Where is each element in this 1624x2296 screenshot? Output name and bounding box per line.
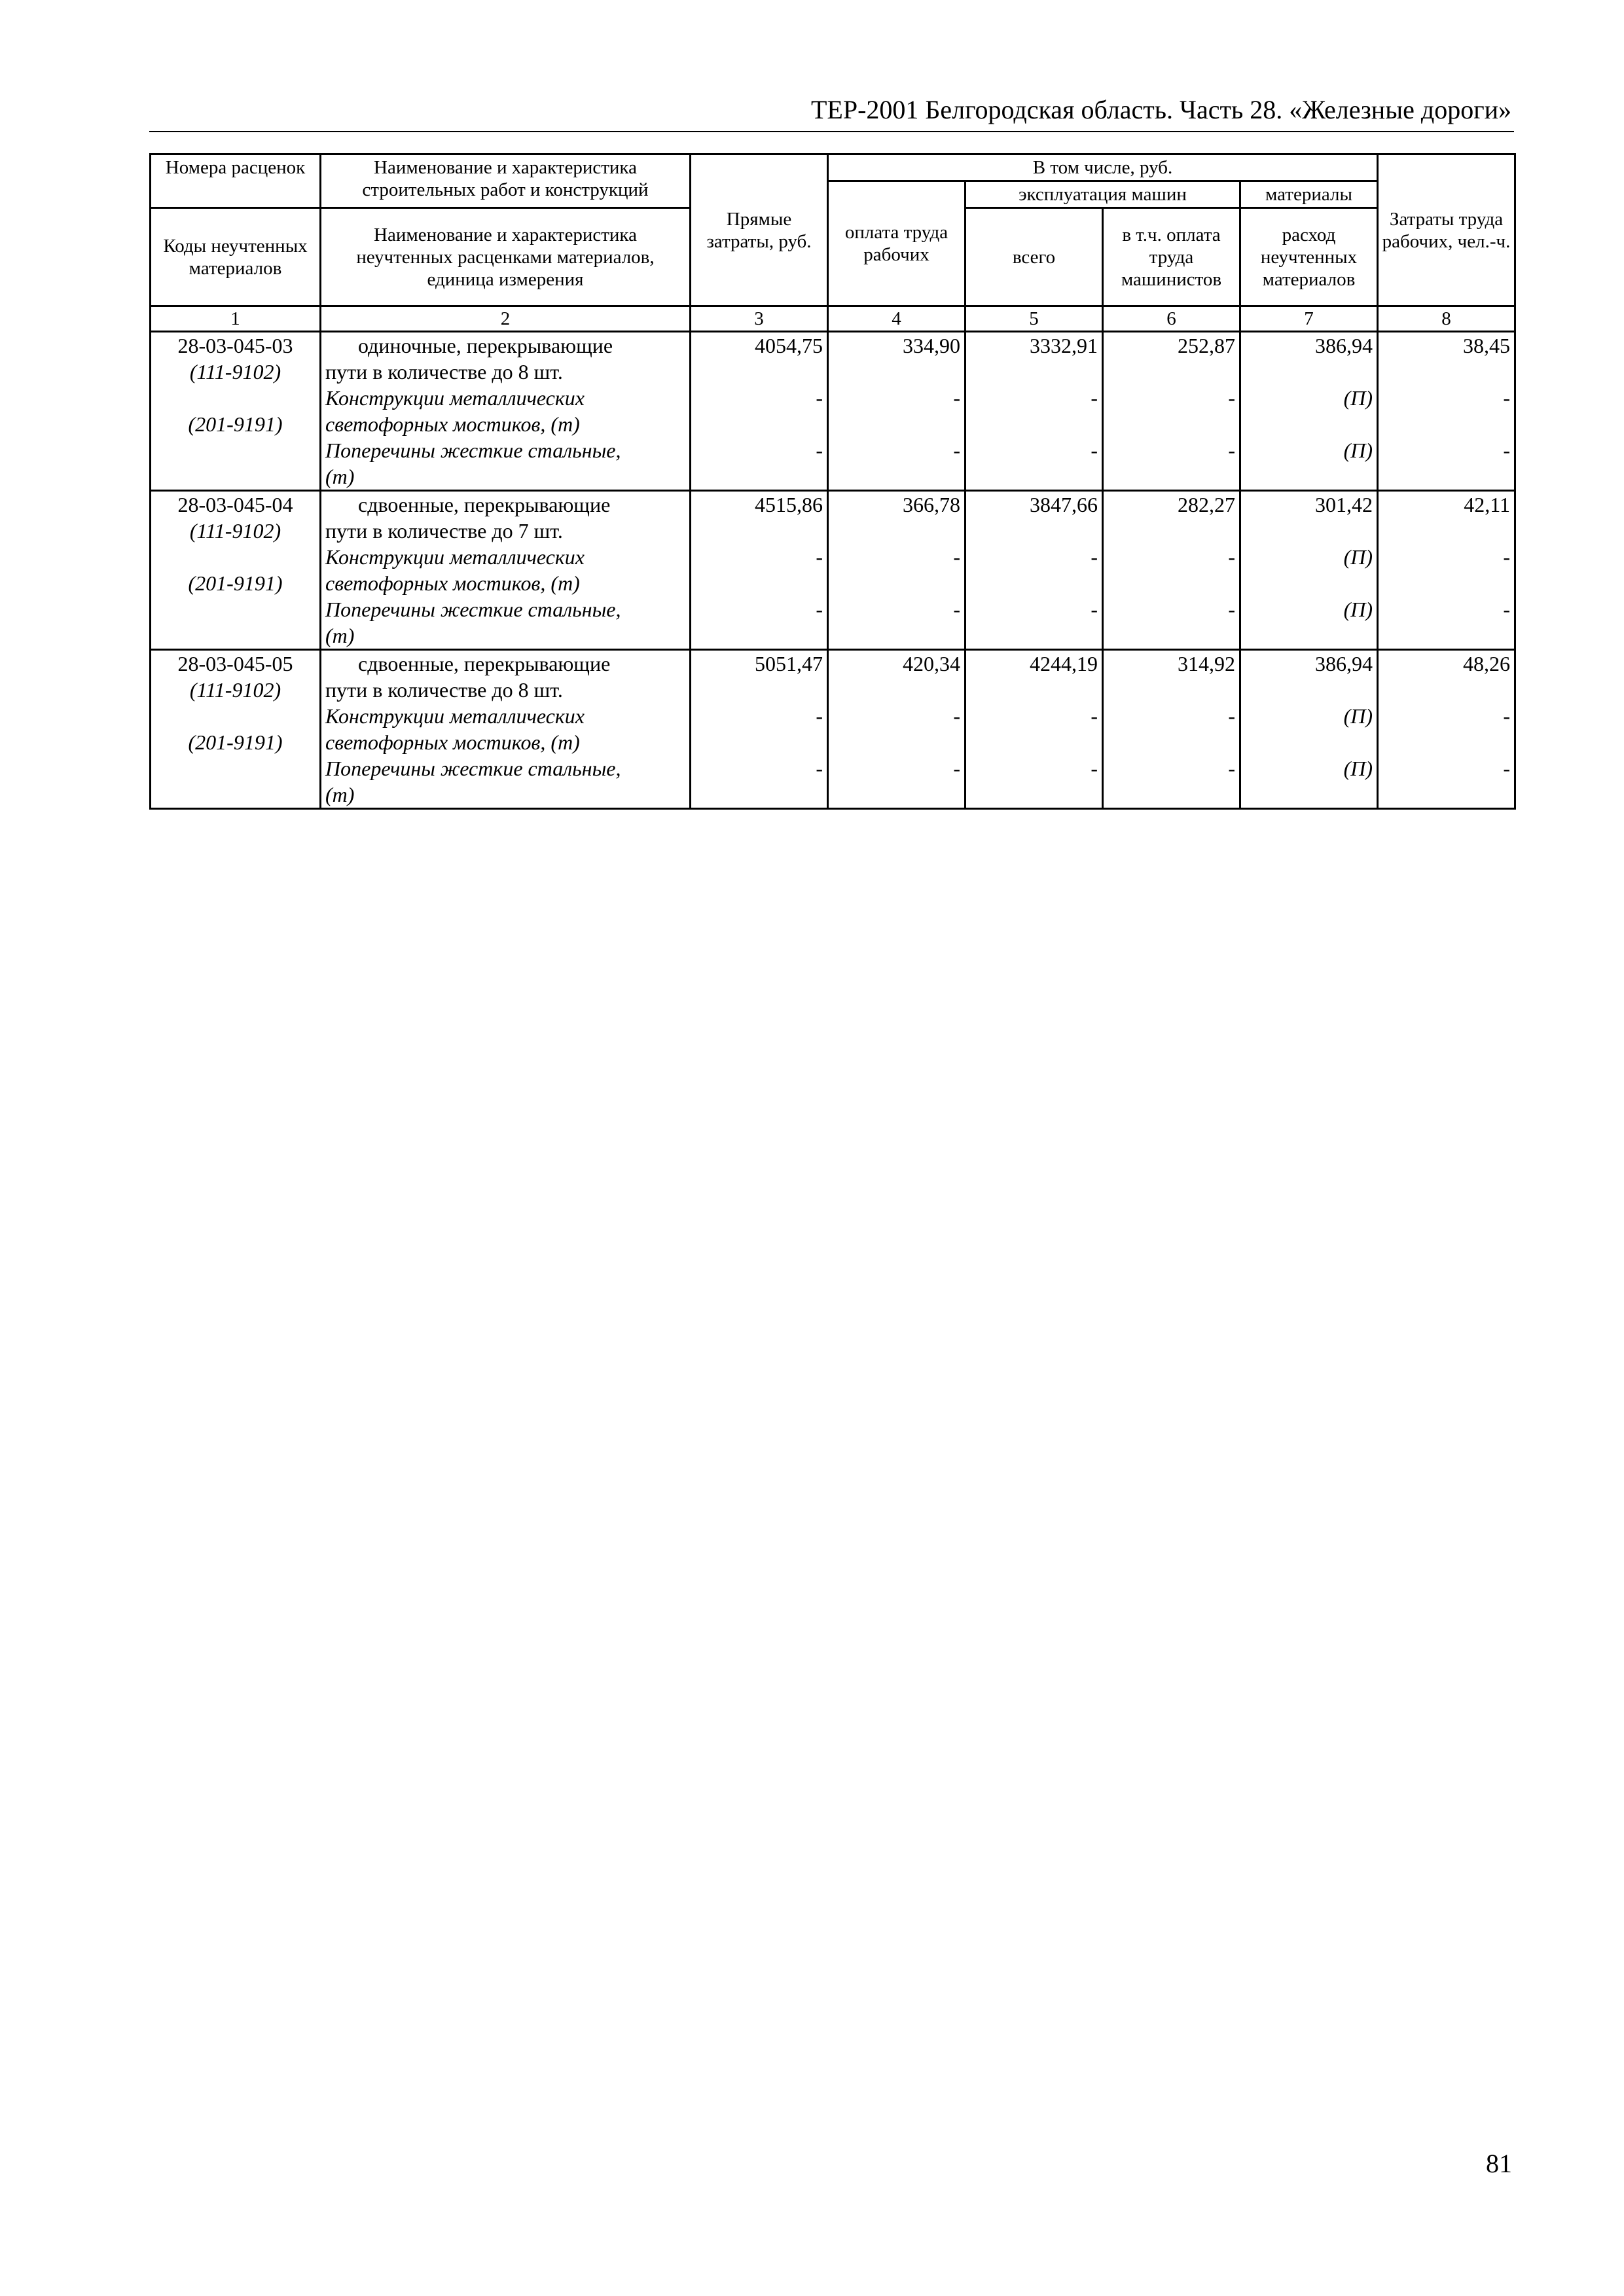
direct-costs-value: 4515,86	[755, 493, 823, 516]
column-index: 4	[828, 306, 965, 332]
material-machines-total: -	[1091, 704, 1098, 728]
column-index: 5	[965, 306, 1103, 332]
material-labor-costs: -	[1503, 439, 1510, 462]
material-description: светофорных мостиков, (т)	[325, 412, 580, 436]
work-description: сдвоенные, перекрывающие	[358, 493, 611, 516]
material-workers-pay: -	[953, 704, 960, 728]
materials-value: 301,42	[1315, 493, 1373, 516]
column-index: 8	[1378, 306, 1515, 332]
workers-pay-value: 334,90	[903, 334, 960, 357]
machines-total-value: 3847,66	[1030, 493, 1098, 516]
material-direct-costs: -	[816, 439, 823, 462]
column-index: 1	[151, 306, 321, 332]
material-direct-costs: -	[816, 704, 823, 728]
work-description: пути в количестве до 8 шт.	[325, 360, 563, 384]
rate-code: 28-03-045-04	[177, 493, 293, 516]
material-machinists-pay: -	[1228, 704, 1235, 728]
material-code: (201-9191)	[188, 571, 283, 595]
material-description: Поперечины жесткие стальные,	[325, 439, 621, 462]
column-index: 3	[691, 306, 828, 332]
material-machinists-pay: -	[1228, 598, 1235, 621]
header-material-codes: Коды неучтенных материалов	[151, 208, 321, 306]
machines-total-value: 4244,19	[1030, 652, 1098, 675]
header-rate-numbers: Номера расценок	[151, 154, 321, 208]
material-consumption: (П)	[1343, 545, 1373, 569]
material-description: (т)	[325, 465, 355, 488]
material-labor-costs: -	[1503, 757, 1510, 780]
material-consumption: (П)	[1343, 598, 1373, 621]
header-machinists-pay: в т.ч. оплата труда машинистов	[1103, 208, 1240, 306]
work-description: сдвоенные, перекрывающие	[358, 652, 611, 675]
material-consumption: (П)	[1343, 704, 1373, 728]
header-work-name: Наименование и характеристика строительных работ и конструкций	[321, 154, 691, 208]
material-machines-total: -	[1091, 757, 1098, 780]
material-description: (т)	[325, 783, 355, 806]
header-workers-pay: оплата труда рабочих	[828, 181, 965, 306]
material-direct-costs: -	[816, 757, 823, 780]
header-including: В том числе, руб.	[828, 154, 1378, 181]
header-unaccounted-materials: расход неучтенных материалов	[1240, 208, 1378, 306]
material-description: Поперечины жесткие стальные,	[325, 757, 621, 780]
material-workers-pay: -	[953, 598, 960, 621]
material-workers-pay: -	[953, 386, 960, 410]
column-index: 7	[1240, 306, 1378, 332]
material-description: Конструкции металлических	[325, 704, 585, 728]
material-machinists-pay: -	[1228, 545, 1235, 569]
material-machinists-pay: -	[1228, 386, 1235, 410]
material-description: Конструкции металлических	[325, 545, 585, 569]
table-body	[151, 332, 1515, 809]
work-description: одиночные, перекрывающие	[358, 334, 613, 357]
header-materials: материалы	[1240, 181, 1378, 208]
header-machines-total: всего	[965, 208, 1103, 306]
material-direct-costs: -	[816, 545, 823, 569]
labor-costs-value: 42,11	[1464, 493, 1510, 516]
material-labor-costs: -	[1503, 598, 1510, 621]
material-labor-costs: -	[1503, 386, 1510, 410]
workers-pay-value: 420,34	[903, 652, 960, 675]
material-consumption: (П)	[1343, 439, 1373, 462]
labor-costs-value: 38,45	[1463, 334, 1510, 357]
materials-value: 386,94	[1315, 334, 1373, 357]
material-machines-total: -	[1091, 439, 1098, 462]
material-description: светофорных мостиков, (т)	[325, 571, 580, 595]
material-direct-costs: -	[816, 386, 823, 410]
material-description: (т)	[325, 624, 355, 647]
workers-pay-value: 366,78	[903, 493, 960, 516]
material-machines-total: -	[1091, 545, 1098, 569]
column-index-row	[151, 306, 1515, 332]
work-description: пути в количестве до 8 шт.	[325, 678, 563, 702]
materials-value: 386,94	[1315, 652, 1373, 675]
material-code: (111-9102)	[189, 678, 281, 702]
material-direct-costs: -	[816, 598, 823, 621]
material-description: светофорных мостиков, (т)	[325, 730, 580, 754]
material-machines-total: -	[1091, 598, 1098, 621]
machinists-pay-value: 314,92	[1178, 652, 1235, 675]
material-machinists-pay: -	[1228, 439, 1235, 462]
table-row	[151, 332, 1515, 491]
material-labor-costs: -	[1503, 545, 1510, 569]
running-header	[149, 92, 1514, 132]
material-labor-costs: -	[1503, 704, 1510, 728]
work-description: пути в количестве до 7 шт.	[325, 519, 563, 543]
column-index: 2	[321, 306, 691, 332]
material-code: (201-9191)	[188, 412, 283, 436]
material-machinists-pay: -	[1228, 757, 1235, 780]
table-row	[151, 650, 1515, 809]
machinists-pay-value: 252,87	[1178, 334, 1235, 357]
material-consumption: (П)	[1343, 386, 1373, 410]
header-labor-costs: Затраты труда рабочих, чел.-ч.	[1378, 154, 1515, 306]
direct-costs-value: 4054,75	[755, 334, 823, 357]
material-code: (111-9102)	[189, 519, 281, 543]
material-workers-pay: -	[953, 545, 960, 569]
rate-code: 28-03-045-05	[177, 652, 293, 675]
table-header	[151, 154, 1515, 332]
header-machines: эксплуатация машин	[965, 181, 1240, 208]
header-material-name: Наименование и характеристика неучтенных расценками материалов, единица измерения	[321, 208, 691, 306]
labor-costs-value: 48,26	[1463, 652, 1510, 675]
material-workers-pay: -	[953, 439, 960, 462]
column-index: 6	[1103, 306, 1240, 332]
material-description: Поперечины жесткие стальные,	[325, 598, 621, 621]
machinists-pay-value: 282,27	[1178, 493, 1235, 516]
material-workers-pay: -	[953, 757, 960, 780]
material-machines-total: -	[1091, 386, 1098, 410]
material-code: (201-9191)	[188, 730, 283, 754]
rates-table	[149, 153, 1516, 810]
header-direct-costs: Прямые затраты, руб.	[691, 154, 828, 306]
direct-costs-value: 5051,47	[755, 652, 823, 675]
table-row	[151, 491, 1515, 650]
material-consumption: (П)	[1343, 757, 1373, 780]
document-title: ТЕР-2001 Белгородская область. Часть 28. «Железные дороги»	[811, 95, 1511, 124]
page-number: 81	[1486, 2149, 1512, 2178]
material-description: Конструкции металлических	[325, 386, 585, 410]
machines-total-value: 3332,91	[1030, 334, 1098, 357]
rate-code: 28-03-045-03	[177, 334, 293, 357]
material-code: (111-9102)	[189, 360, 281, 384]
